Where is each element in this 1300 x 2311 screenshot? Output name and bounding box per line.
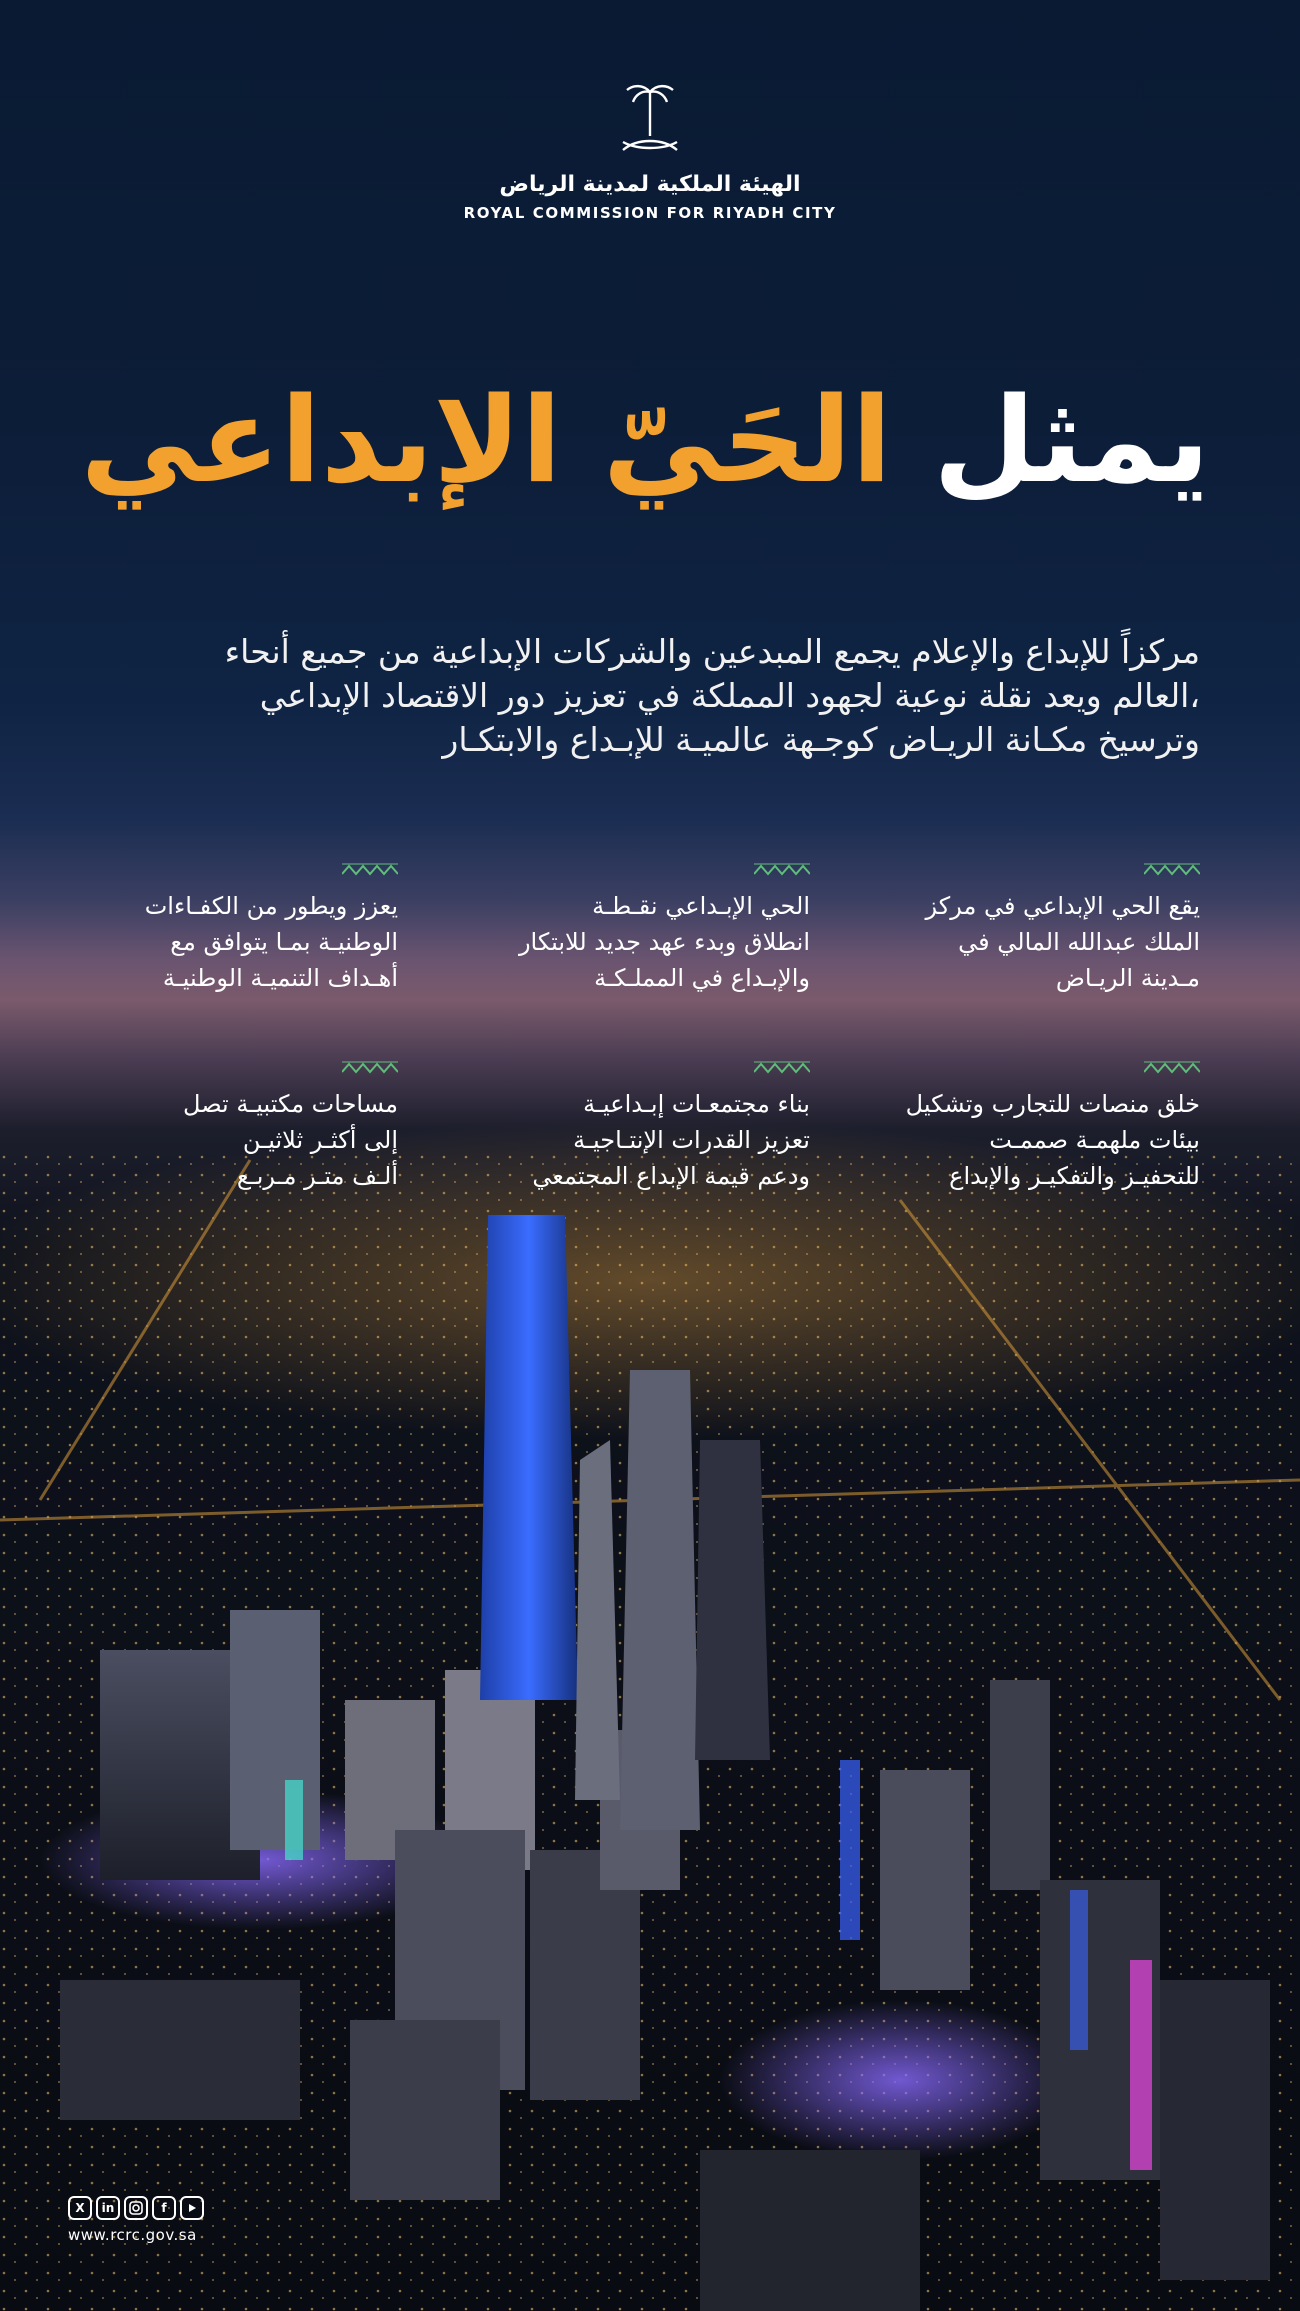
palm-swords-emblem-icon [607,80,693,156]
sadu-pattern-icon [1144,862,1200,876]
headline-word-white: يمثل [933,371,1210,509]
feature-platforms [870,1060,1200,1194]
org-name-arabic: الهيئة الملكية لمدينة الرياض [499,172,801,197]
org-header [0,80,1300,156]
sadu-pattern-icon [754,862,810,876]
page-headline [60,370,1210,512]
feature-text-line: ودعم قيمة الإبداع المجتمعي [532,1162,810,1190]
feature-text-line: مـدينة الريـاض [1055,964,1200,992]
org-name-english: ROYAL COMMISSION FOR RIYADH CITY [463,204,837,222]
feature-office-space [68,1060,398,1194]
feature-text-line: الملك عبدالله المالي في [958,928,1200,956]
feature-text-line: تعزيز القدرات الإنتـاجيـة [573,1126,810,1154]
feature-text-line: بيئات ملهمـة صممـت [989,1126,1200,1154]
feature-text-line: خلق منصات للتجارب وتشكيل [905,1090,1200,1118]
intro-line: ،العالم ويعد نقلة نوعية لجهود المملكة في تعزيز دور الاقتصاد الإبداعي [259,676,1200,715]
feature-text-line: يقع الحي الإبداعي في مركز [925,892,1200,920]
feature-text-line: بناء مجتمعـات إبـداعيـة [583,1090,810,1118]
sadu-pattern-icon [754,1060,810,1074]
feature-text-line: الحي الإبـداعي نقـطـة [592,892,810,920]
feature-launchpad [480,862,810,996]
instagram-icon[interactable] [124,2196,148,2220]
feature-text-line: مساحات مكتبيـة تصل [183,1090,398,1118]
feature-communities [480,1060,810,1194]
feature-location [870,862,1200,996]
sadu-pattern-icon [1144,1060,1200,1074]
feature-text-line: والإبـداع في المملـكـة [594,964,810,992]
intro-line: مركزاً للإبداع والإعلام يجمع المبدعين والشركات الإبداعية من جميع أنحاء [224,632,1200,671]
feature-text-line: إلى أكثـر ثلاثيـن [242,1126,398,1154]
website-link[interactable]: www.rcrc.gov.sa [68,2226,197,2244]
feature-text-line: الوطنيـة بمـا يتوافق مع [170,928,398,956]
headline-word-gold: الحَيّ الإبداعي [80,371,892,509]
linkedin-icon[interactable]: in [96,2196,120,2220]
x-icon[interactable]: X [68,2196,92,2220]
sadu-pattern-icon [342,862,398,876]
youtube-icon[interactable] [180,2196,204,2220]
facebook-icon[interactable]: f [152,2196,176,2220]
feature-text-line: أهـداف التنميـة الوطنيـة [162,964,398,992]
feature-national-talent [68,862,398,996]
feature-text-line: للتحفيـز والتفكيـر والإبداع [949,1162,1200,1190]
feature-text-line: يعزز ويطور من الكفـاءات [144,892,398,920]
feature-text-line: ألـف متـر مـربـع [236,1162,398,1190]
sadu-pattern-icon [342,1060,398,1074]
footer [68,2196,204,2244]
feature-text-line: انطلاق وبدء عهد جديد للابتكار [518,928,810,956]
intro-line: وترسيخ مكـانة الريـاض كوجـهة عالميـة للإبـداع والابتكـار [442,720,1200,759]
social-links [68,2196,204,2220]
intro-paragraph [80,630,1200,762]
